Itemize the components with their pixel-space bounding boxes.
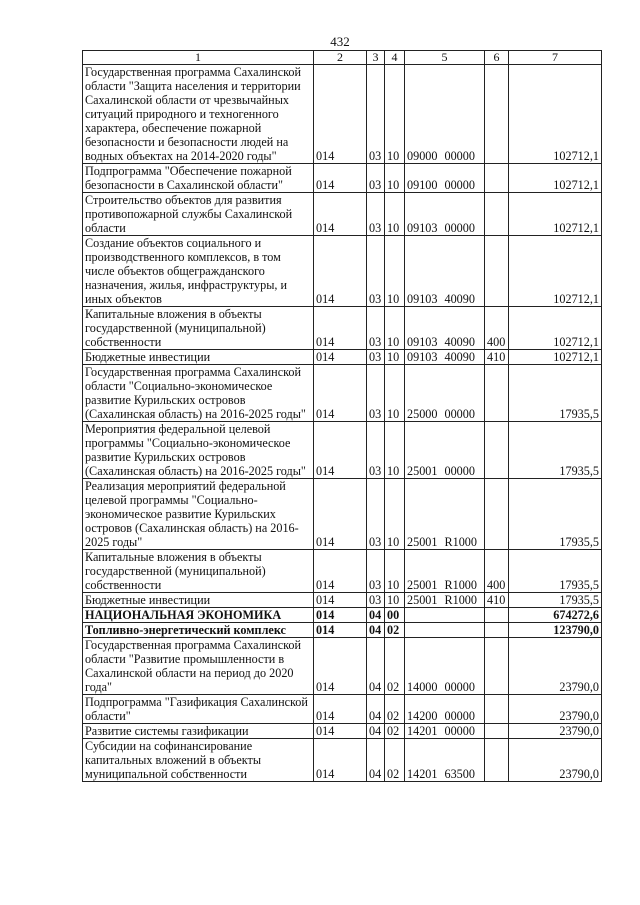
amount: 23790,0 [509, 739, 602, 782]
expense-type-code [485, 365, 509, 422]
target-article-code [405, 638, 485, 695]
page-number: 432 [330, 34, 350, 49]
expense-type-code [485, 695, 509, 724]
section-code: 03 [367, 193, 385, 236]
section-code: 03 [367, 164, 385, 193]
amount: 17935,5 [509, 365, 602, 422]
section-code: 04 [367, 623, 385, 638]
target-article-code [405, 724, 485, 739]
table-row [83, 479, 602, 550]
section-code: 03 [367, 593, 385, 608]
row-name: Государственная программа Сахалинской области "Социально-экономическое развитие Курильских островов (Сахалинская область) на 2016-2025 годы" [83, 365, 314, 422]
amount: 17935,5 [509, 479, 602, 550]
target-article-code-direction: 40090 [444, 335, 475, 349]
column-header: 1 [83, 51, 314, 65]
column-header: 3 [367, 51, 385, 65]
subsection-code: 10 [385, 65, 405, 164]
target-article-code [405, 422, 485, 479]
amount: 17935,5 [509, 550, 602, 593]
table-row [83, 65, 602, 164]
amount: 102712,1 [509, 193, 602, 236]
target-article-code [405, 164, 485, 193]
target-article-code [405, 608, 485, 623]
table-row [83, 739, 602, 782]
target-article-code [405, 307, 485, 350]
table-row [83, 307, 602, 350]
section-code: 03 [367, 350, 385, 365]
section-code: 04 [367, 695, 385, 724]
target-article-code-direction: R1000 [444, 593, 477, 607]
target-article-code [405, 365, 485, 422]
target-article-code-direction: 00000 [444, 221, 475, 235]
subsection-code: 10 [385, 593, 405, 608]
target-article-code-direction: 00000 [444, 407, 475, 421]
table-row [83, 550, 602, 593]
ministry-code: 014 [314, 479, 367, 550]
target-article-code [405, 695, 485, 724]
section-code: 03 [367, 479, 385, 550]
target-article-code-program: 09100 [407, 178, 438, 192]
target-article-code [405, 550, 485, 593]
table-row [83, 638, 602, 695]
table-row [83, 164, 602, 193]
table-row [83, 608, 602, 623]
row-name: Топливно-энергетический комплекс [83, 623, 314, 638]
table-row [83, 422, 602, 479]
target-article-code-program: 25001 [407, 593, 438, 607]
table-row [83, 623, 602, 638]
section-code: 03 [367, 550, 385, 593]
amount: 23790,0 [509, 695, 602, 724]
amount: 102712,1 [509, 65, 602, 164]
target-article-code-program: 25001 [407, 535, 438, 549]
expense-type-code [485, 164, 509, 193]
subsection-code: 10 [385, 307, 405, 350]
expense-type-code [485, 739, 509, 782]
target-article-code [405, 193, 485, 236]
subsection-code: 00 [385, 608, 405, 623]
target-article-code-direction: 00000 [444, 724, 475, 738]
ministry-code: 014 [314, 724, 367, 739]
subsection-code: 10 [385, 479, 405, 550]
target-article-code-direction: 00000 [444, 680, 475, 694]
target-article-code-direction: 00000 [444, 709, 475, 723]
amount: 123790,0 [509, 623, 602, 638]
ministry-code: 014 [314, 638, 367, 695]
target-article-code-program: 14201 [407, 767, 438, 781]
expense-type-code [485, 623, 509, 638]
table-row [83, 724, 602, 739]
expense-type-code [485, 479, 509, 550]
target-article-code-direction: 00000 [444, 149, 475, 163]
target-article-code-direction: 40090 [444, 292, 475, 306]
column-header: 2 [314, 51, 367, 65]
row-name: Подпрограмма "Обеспечение пожарной безопасности в Сахалинской области" [83, 164, 314, 193]
expense-type-code: 400 [485, 307, 509, 350]
target-article-code [405, 65, 485, 164]
row-name: Реализация мероприятий федеральной целевой программы "Социально-экономическое развитие Курильских островов (Сахалинская область) на 2016-2025 годы" [83, 479, 314, 550]
table-row [83, 365, 602, 422]
subsection-code: 02 [385, 638, 405, 695]
expense-type-code: 400 [485, 550, 509, 593]
section-code: 04 [367, 739, 385, 782]
expense-type-code: 410 [485, 593, 509, 608]
row-name: Капитальные вложения в объекты государственной (муниципальной) собственности [83, 307, 314, 350]
row-name: Строительство объектов для развития противопожарной службы Сахалинской области [83, 193, 314, 236]
target-article-code-program: 14200 [407, 709, 438, 723]
expense-type-code [485, 638, 509, 695]
expense-type-code [485, 65, 509, 164]
ministry-code: 014 [314, 236, 367, 307]
table-row [83, 193, 602, 236]
subsection-code: 02 [385, 695, 405, 724]
row-name: Развитие системы газификации [83, 724, 314, 739]
target-article-code-program: 09103 [407, 335, 438, 349]
subsection-code: 10 [385, 236, 405, 307]
target-article-code [405, 350, 485, 365]
subsection-code: 10 [385, 422, 405, 479]
target-article-code-program: 25001 [407, 464, 438, 478]
row-name: Мероприятия федеральной целевой программы "Социально-экономическое развитие Курильских островов (Сахалинская область) на 2016-2025 годы" [83, 422, 314, 479]
ministry-code: 014 [314, 65, 367, 164]
target-article-code-program: 09103 [407, 350, 438, 364]
row-name: Подпрограмма "Газификация Сахалинской области" [83, 695, 314, 724]
expense-type-code: 410 [485, 350, 509, 365]
amount: 17935,5 [509, 593, 602, 608]
target-article-code-program: 09000 [407, 149, 438, 163]
amount: 17935,5 [509, 422, 602, 479]
section-code: 03 [367, 65, 385, 164]
column-header: 4 [385, 51, 405, 65]
ministry-code: 014 [314, 307, 367, 350]
amount: 102712,1 [509, 307, 602, 350]
target-article-code-direction: R1000 [444, 535, 477, 549]
column-header: 5 [405, 51, 485, 65]
ministry-code: 014 [314, 422, 367, 479]
row-name: Государственная программа Сахалинской области "Защита населения и территории Сахалинской области от чрезвычайных ситуаций природного и техногенного характера, обеспечение пожарной безопасности и безопасности людей на водных объектах на 2014-2020 годы" [83, 65, 314, 164]
target-article-code-program: 09103 [407, 292, 438, 306]
row-name: Государственная программа Сахалинской области "Развитие промышленности в Сахалинской области на период до 2020 года" [83, 638, 314, 695]
table-row [83, 695, 602, 724]
amount: 23790,0 [509, 724, 602, 739]
target-article-code-program: 25000 [407, 407, 438, 421]
target-article-code-program: 14201 [407, 724, 438, 738]
ministry-code: 014 [314, 164, 367, 193]
amount: 674272,6 [509, 608, 602, 623]
amount: 23790,0 [509, 638, 602, 695]
subsection-code: 10 [385, 164, 405, 193]
row-name: Бюджетные инвестиции [83, 350, 314, 365]
target-article-code-direction: R1000 [444, 578, 477, 592]
section-code: 04 [367, 608, 385, 623]
section-code: 03 [367, 422, 385, 479]
target-article-code [405, 739, 485, 782]
ministry-code: 014 [314, 623, 367, 638]
expense-type-code [485, 422, 509, 479]
subsection-code: 10 [385, 365, 405, 422]
subsection-code: 02 [385, 724, 405, 739]
ministry-code: 014 [314, 695, 367, 724]
column-header: 6 [485, 51, 509, 65]
amount: 102712,1 [509, 164, 602, 193]
target-article-code [405, 623, 485, 638]
column-header: 7 [509, 51, 602, 65]
ministry-code: 014 [314, 593, 367, 608]
target-article-code-direction: 00000 [444, 464, 475, 478]
target-article-code [405, 593, 485, 608]
amount: 102712,1 [509, 350, 602, 365]
target-article-code [405, 236, 485, 307]
table-row [83, 593, 602, 608]
target-article-code-direction: 63500 [444, 767, 475, 781]
expense-type-code [485, 608, 509, 623]
section-code: 03 [367, 365, 385, 422]
row-name: Бюджетные инвестиции [83, 593, 314, 608]
target-article-code-program: 09103 [407, 221, 438, 235]
budget-table [82, 50, 602, 782]
expense-type-code [485, 236, 509, 307]
subsection-code: 10 [385, 550, 405, 593]
row-name: Создание объектов социального и производственного комплексов, в том числе объектов общегражданского назначения, жилья, инфраструктуры, и иных объектов [83, 236, 314, 307]
ministry-code: 014 [314, 550, 367, 593]
section-code: 03 [367, 307, 385, 350]
subsection-code: 10 [385, 350, 405, 365]
ministry-code: 014 [314, 608, 367, 623]
target-article-code [405, 479, 485, 550]
ministry-code: 014 [314, 365, 367, 422]
ministry-code: 014 [314, 350, 367, 365]
ministry-code: 014 [314, 739, 367, 782]
section-code: 03 [367, 236, 385, 307]
row-name: Капитальные вложения в объекты государственной (муниципальной) собственности [83, 550, 314, 593]
expense-type-code [485, 724, 509, 739]
target-article-code-program: 14000 [407, 680, 438, 694]
amount: 102712,1 [509, 236, 602, 307]
target-article-code-direction: 00000 [444, 178, 475, 192]
subsection-code: 10 [385, 193, 405, 236]
subsection-code: 02 [385, 623, 405, 638]
target-article-code-direction: 40090 [444, 350, 475, 364]
expense-type-code [485, 193, 509, 236]
section-code: 04 [367, 638, 385, 695]
table-row [83, 236, 602, 307]
column-header-row [83, 51, 602, 65]
row-name: Субсидии на софинансирование капитальных вложений в объекты муниципальной собственности [83, 739, 314, 782]
target-article-code-program: 25001 [407, 578, 438, 592]
subsection-code: 02 [385, 739, 405, 782]
row-name: НАЦИОНАЛЬНАЯ ЭКОНОМИКА [83, 608, 314, 623]
ministry-code: 014 [314, 193, 367, 236]
section-code: 04 [367, 724, 385, 739]
table-row [83, 350, 602, 365]
